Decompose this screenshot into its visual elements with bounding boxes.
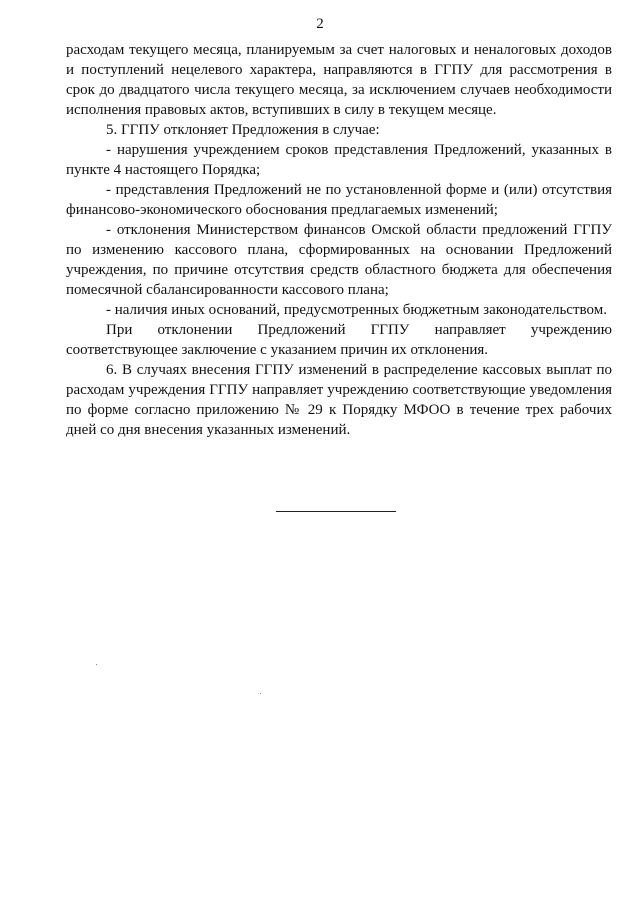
paragraph-item-5: 5. ГГПУ отклоняет Предложения в случае: xyxy=(106,122,380,138)
document-body xyxy=(66,40,612,440)
paragraph-item-6: 6. В случаях внесения ГГПУ изменений в распределение кассовых выплат по расходам учреждения ГГПУ направляет учреждению соответствующие уведомления по форме согласно приложению № 29 к Порядку МФОО в течение трех рабочих дней со дня внесения указанных изменений. xyxy=(66,362,612,438)
paragraph-reason-deadlines: - нарушения учреждением сроков представления Предложений, указанных в пункте 4 настоящего Порядка; xyxy=(66,142,612,178)
paragraph-reason-form: - представления Предложений не по установленной форме и (или) отсутствия финансово-экономического обоснования предлагаемых изменений; xyxy=(66,182,612,218)
paragraph-reason-other: - наличия иных оснований, предусмотренных бюджетным законодательством. xyxy=(106,302,607,318)
page-number: 2 xyxy=(316,16,324,32)
paragraph-rejection-notice: При отклонении Предложений ГГПУ направляет учреждению соответствующее заключение с указанием причин их отклонения. xyxy=(66,322,612,358)
paragraph-reason-ministry: - отклонения Министерством финансов Омской области предложений ГГПУ по изменению кассового плана, сформированных на основании Предложений учреждения, по причине отсутствия средств областного бюджета для обеспечения помесячной сбалансированности кассового плана; xyxy=(66,222,612,298)
separator-line xyxy=(276,511,396,512)
paragraph-continuation: расходам текущего месяца, планируемым за счет налоговых и неналоговых доходов и поступлений нецелевого характера, направляются в ГГПУ для рассмотрения в срок до двадцатого числа текущего месяца, за исключением случаев необходимости исполнения правовых актов, вступивших в силу в текущем месяце. xyxy=(66,42,612,118)
scan-speck xyxy=(96,664,97,665)
scan-speck xyxy=(260,693,261,694)
